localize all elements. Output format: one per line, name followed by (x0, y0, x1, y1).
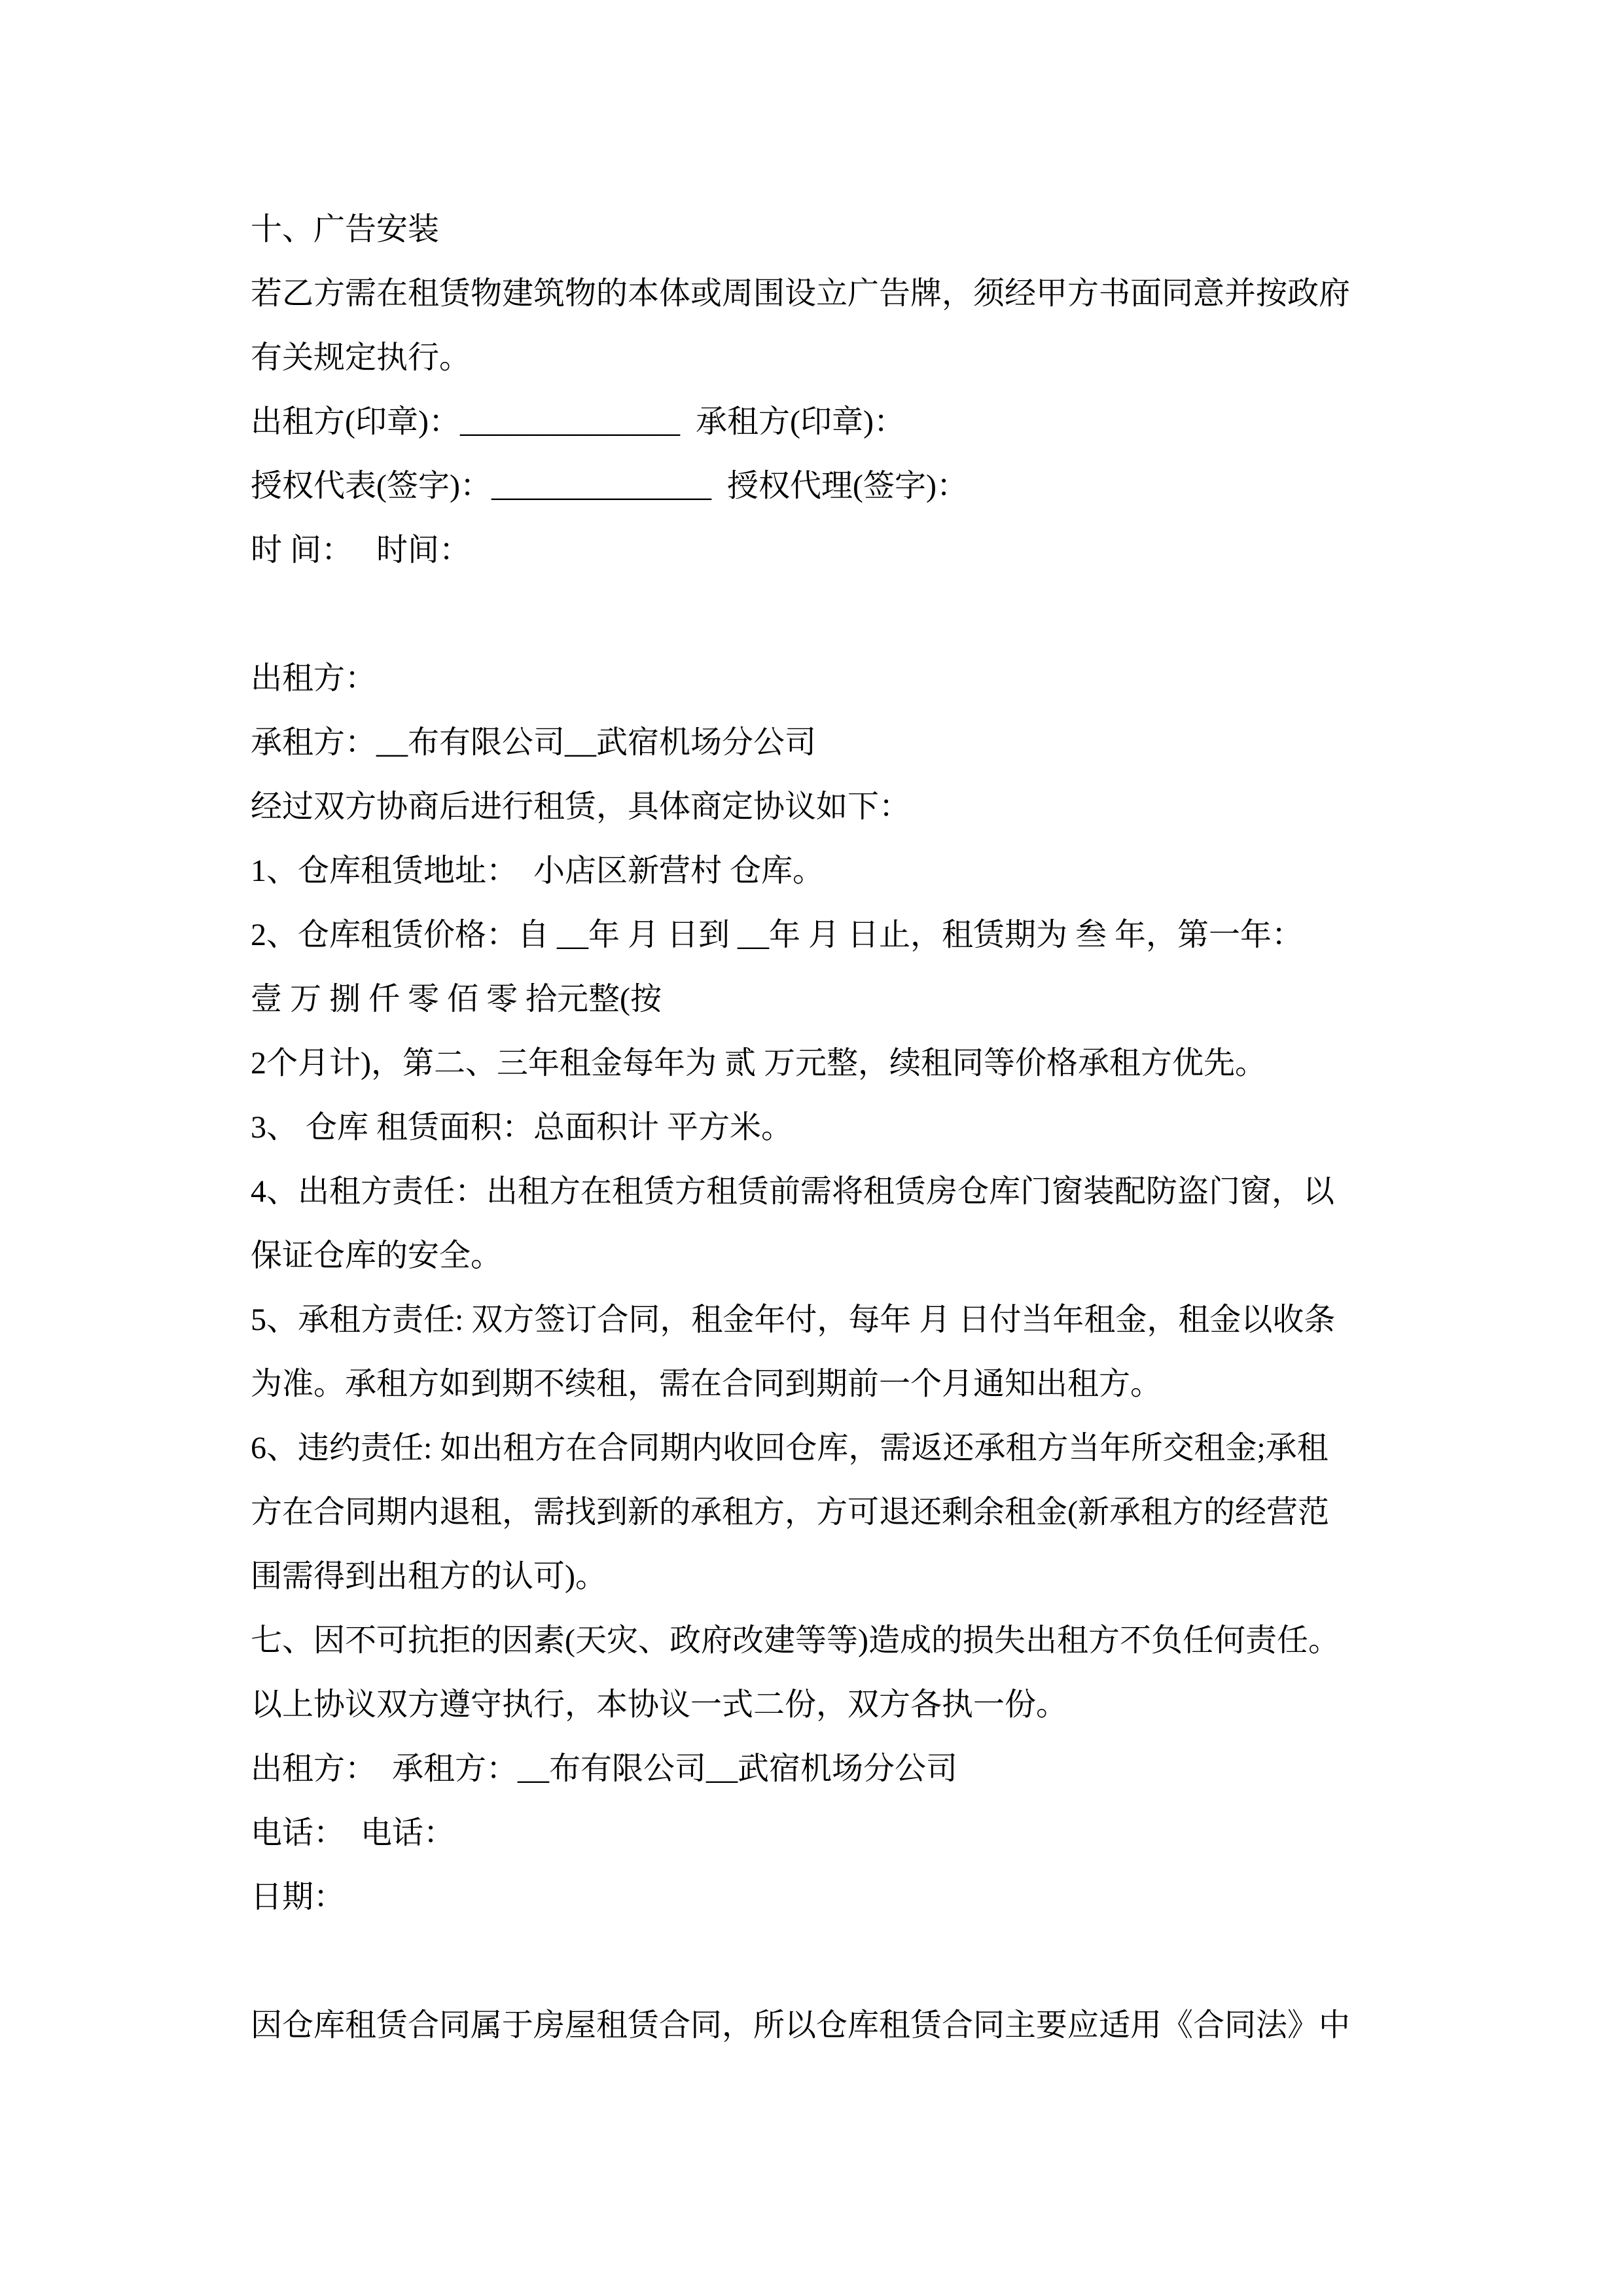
doc-line-time: 时 间： 时间： (251, 533, 471, 567)
doc-line: 方在合同期内退租，需找到新的承租方，方可退还剩余租金(新承租方的经营范 (251, 1495, 1329, 1530)
doc-line-clause-6: 6、违约责任: 如出租方在合同期内收回仓库，需返还承租方当年所交租金;承租 (251, 1431, 1329, 1465)
doc-line: 保证仓库的安全。 (251, 1238, 503, 1273)
blank-line (251, 583, 1422, 647)
doc-line: 2个月计)，第二、三年租金每年为 贰 万元整，续租同等价格承租方优先。 (251, 1046, 1266, 1081)
doc-line-clause-4: 4、出租方责任：出租方在租赁方租赁前需将租赁房仓库门窗装配防盗门窗，以 (251, 1174, 1335, 1209)
doc-line-lessor: 出租方： (251, 661, 377, 696)
doc-line: 有关规定执行。 (251, 340, 471, 375)
doc-line-authorized-signature: 授权代表(签字)：______________ 授权代理(签字)： (251, 469, 968, 503)
doc-line-lessee: 承租方：__布有限公司__武宿机场分公司 (251, 725, 817, 760)
doc-line-clause-1: 1、仓库租赁地址： 小店区新营村 仓库。 (251, 853, 825, 888)
doc-line: 经过双方协商后进行租赁，具体商定协议如下： (251, 789, 911, 824)
doc-line: 因仓库租赁合同属于房屋租赁合同，所以仓库租赁合同主要应适用《合同法》中 (251, 2008, 1351, 2043)
doc-line: 围需得到出租方的认可)。 (251, 1559, 607, 1594)
doc-line-clause-2: 2、仓库租赁价格：自 __年 月 日到 __年 月 日止，租赁期为 叁 年，第一年： (251, 918, 1304, 952)
doc-line-date: 日期： (251, 1880, 346, 1914)
doc-line-clause-7: 七、因不可抗拒的因素(天灾、政府改建等等)造成的损失出租方不负任何责任。 (251, 1623, 1340, 1658)
doc-line-clause-3: 3、 仓库 租赁面积：总面积计 平方米。 (251, 1110, 793, 1145)
doc-line-lessor-seal: 出租方(印章)：______________ 承租方(印章)： (251, 404, 905, 439)
document-body (251, 198, 1422, 2058)
section-heading-ad-install: 十、广告安装 (251, 212, 440, 247)
blank-line (251, 1929, 1422, 1994)
doc-line: 以上协议双方遵守执行，本协议一式二份，双方各执一份。 (251, 1687, 1068, 1722)
doc-line-phone: 电话： 电话： (251, 1816, 455, 1850)
doc-line-clause-5: 5、承租方责任: 双方签订合同，租金年付，每年 月 日付当年租金，租金以收条 (251, 1302, 1336, 1337)
doc-line-parties: 出租方： 承租方：__布有限公司__武宿机场分公司 (251, 1751, 958, 1786)
doc-line: 若乙方需在租赁物建筑物的本体或周围设立广告牌，须经甲方书面同意并按政府 (251, 276, 1351, 311)
doc-line: 为准。承租方如到期不续租，需在合同到期前一个月通知出租方。 (251, 1367, 1162, 1401)
doc-line: 壹 万 捌 仟 零 佰 零 拾元整(按 (251, 982, 662, 1016)
